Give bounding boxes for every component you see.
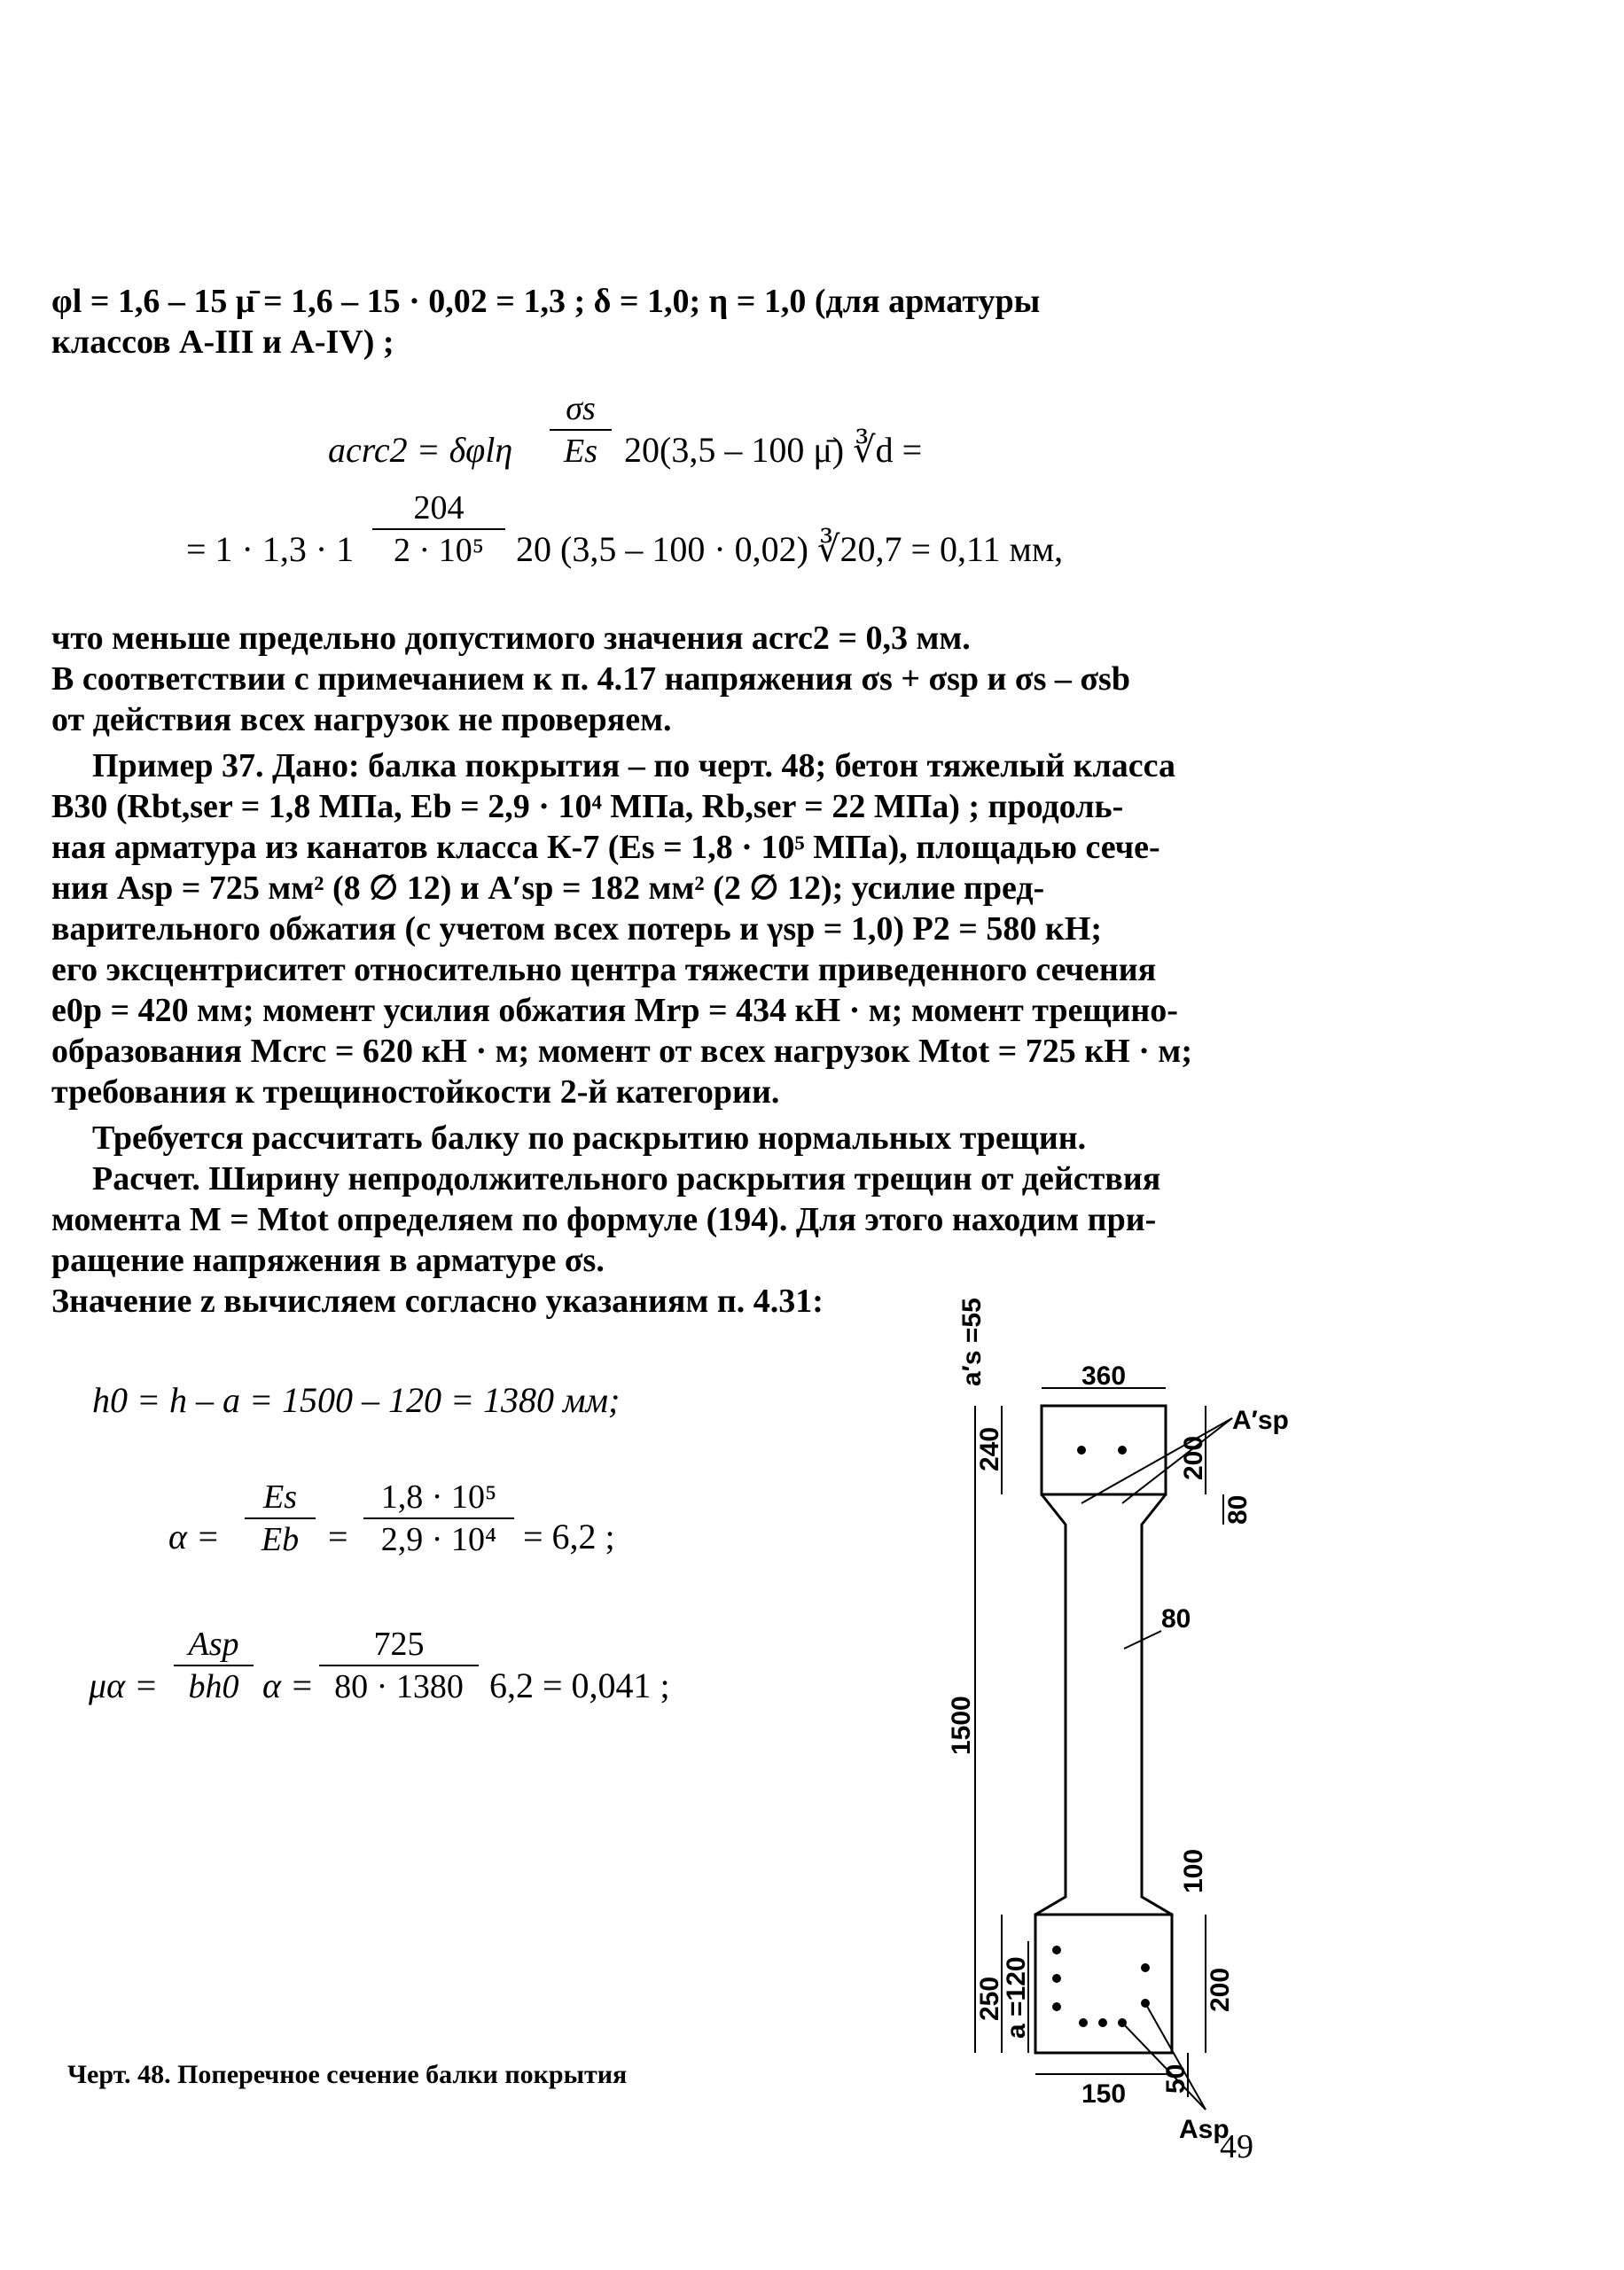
example-line-8: образования Mcrc = 620 кН · м; момент от всех нагрузок Mtot = 725 кН · м; xyxy=(51,1033,1192,1070)
eq-alpha-frac1 xyxy=(245,1478,316,1558)
eq-calc-lhs: = 1 · 1,3 · 1 xyxy=(186,529,355,569)
eq-alpha-d1: Eb xyxy=(261,1521,300,1558)
eq-mu-n1: Asp xyxy=(188,1626,239,1663)
eq-acrc-numerator: σs xyxy=(566,390,596,427)
eq-calc-denominator: 2 · 10⁵ xyxy=(394,532,484,569)
calc-line-2: момента M = Mtot определяем по формуле (194). Для этого находим при- xyxy=(51,1201,1157,1238)
dim-label-a120: a =120 xyxy=(1002,1956,1031,2039)
page-number: 49 xyxy=(1220,2128,1253,2165)
example-line-3: ная арматура из канатов класса К-7 (Es = 1,8 · 10⁵ МПа), площадью сече- xyxy=(51,829,1160,866)
dim-label-as55: a′s =55 xyxy=(957,1298,987,1386)
formula-line-phi: φl = 1,6 – 15 μ̄ = 1,6 – 15 · 0,02 = 1,3 ; δ = 1,0; η = 1,0 (для арматуры xyxy=(51,283,1041,320)
eq-calc-fraction xyxy=(372,489,505,569)
calc-line-4: Значение z вычисляем согласно указаниям п. 4.31: xyxy=(51,1283,824,1320)
dim-label-200-bottom: 200 xyxy=(1206,1967,1235,2012)
example-line-2: B30 (Rbt,ser = 1,8 МПа, Eb = 2,9 · 10⁴ МПа, Rb,ser = 22 МПа) ; продоль- xyxy=(51,788,1124,825)
example-line-6: его эксцентриситет относительно центра тяжести приведенного сечения xyxy=(51,951,1157,988)
eq-acrc-lhs: acrc2 = δφlη xyxy=(328,430,513,470)
dim-label-50: 50 xyxy=(1161,2063,1191,2094)
eq-mu-d1: bh0 xyxy=(188,1668,239,1705)
calc-line-1: Расчет. Ширину непродолжительного раскрытия трещин от действия xyxy=(92,1160,1161,1197)
bottom-flange xyxy=(1035,1915,1172,2053)
calc-line-3: ращение напряжения в арматуре σs. xyxy=(51,1242,605,1279)
eq-alpha-d2: 2,9 · 10⁴ xyxy=(380,1521,497,1558)
example-line-5: варительного обжатия (с учетом всех потерь и γsp = 1,0) P2 = 580 кН; xyxy=(51,910,1103,948)
eq-alpha-n2: 1,8 · 10⁵ xyxy=(380,1478,497,1516)
example-line-7: e0p = 420 мм; момент усилия обжатия Mrp = 434 кН · м; момент трещино- xyxy=(51,992,1178,1029)
eq-alpha-frac2 xyxy=(363,1478,514,1558)
label-a-sp-prime: A′sp xyxy=(1232,1406,1289,1435)
dim-label-1500: 1500 xyxy=(947,1696,976,1755)
text-line-classes: классов A-III и A-IV) ; xyxy=(51,324,394,361)
required-line: Требуется рассчитать балку по раскрытию нормальных трещин. xyxy=(92,1119,1087,1157)
dim-label-100: 100 xyxy=(1179,1848,1208,1893)
eq-mu-frac1 xyxy=(174,1626,254,1705)
figure-caption: Черт. 48. Поперечное сечение балки покрытия xyxy=(67,2060,628,2089)
eq-calc-numerator: 204 xyxy=(413,489,465,527)
eq-mu-d2: 80 · 1380 xyxy=(334,1668,464,1705)
dim-label-250: 250 xyxy=(975,1976,1004,2021)
dim-label-240: 240 xyxy=(975,1426,1004,1471)
para-line-3: от действия всех нагрузок не проверяем. xyxy=(51,701,672,738)
para-line-2: В соответствии с примечанием к п. 4.17 напряжения σs + σsp и σs – σsb xyxy=(51,660,1130,698)
eq-mu-rhs: 6,2 = 0,041 ; xyxy=(489,1665,670,1705)
eq-mu-frac2 xyxy=(319,1626,479,1705)
dim-label-360: 360 xyxy=(1081,1361,1127,1391)
eq-alpha-equals: = xyxy=(328,1517,348,1556)
eq-acrc-denominator: Es xyxy=(564,433,597,470)
example-line-4: ния Asp = 725 мм² (8 ∅ 12) и A′sp = 182 мм² (2 ∅ 12); усилие пред- xyxy=(51,870,1045,907)
example-line-9: требования к трещиностойкости 2-й категории. xyxy=(51,1073,780,1111)
eq-alpha-n1: Es xyxy=(263,1478,297,1516)
beam-cross-section-figure xyxy=(913,1298,1289,2144)
label-a-sp: Asp xyxy=(1179,2115,1230,2144)
dim-label-80-right: 80 xyxy=(1223,1494,1253,1525)
beam-outline xyxy=(1035,1406,1172,2053)
eq-calc-rhs: 20 (3,5 – 100 · 0,02) ∛20,7 = 0,11 мм, xyxy=(516,529,1064,569)
eq-acrc-fraction xyxy=(550,390,612,470)
dim-label-80-web: 80 xyxy=(1161,1604,1191,1634)
eq-mu-mid: α = xyxy=(262,1665,314,1705)
top-rebar-1 xyxy=(1077,1446,1086,1455)
example-line-1: Пример 37. Дано: балка покрытия – по черт. 48; бетон тяжелый класса xyxy=(92,747,1175,784)
eq-alpha-lhs: α = xyxy=(168,1517,220,1556)
eq-mu-lhs: μα = xyxy=(89,1665,159,1705)
dim-label-150: 150 xyxy=(1081,2079,1127,2109)
top-flange xyxy=(1042,1406,1166,1494)
eq-mu-n2: 725 xyxy=(373,1626,425,1663)
top-rebar-2 xyxy=(1118,1446,1127,1455)
para-line-1: что меньше предельно допустимого значения acrc2 = 0,3 мм. xyxy=(51,620,971,657)
eq-h0: h0 = h – a = 1500 – 120 = 1380 мм; xyxy=(92,1380,621,1420)
dim-label-200-top: 200 xyxy=(1179,1435,1208,1480)
eq-alpha-rhs: = 6,2 ; xyxy=(523,1517,615,1556)
eq-acrc-rhs: 20(3,5 – 100 μ̄) ∛d = xyxy=(624,430,923,470)
